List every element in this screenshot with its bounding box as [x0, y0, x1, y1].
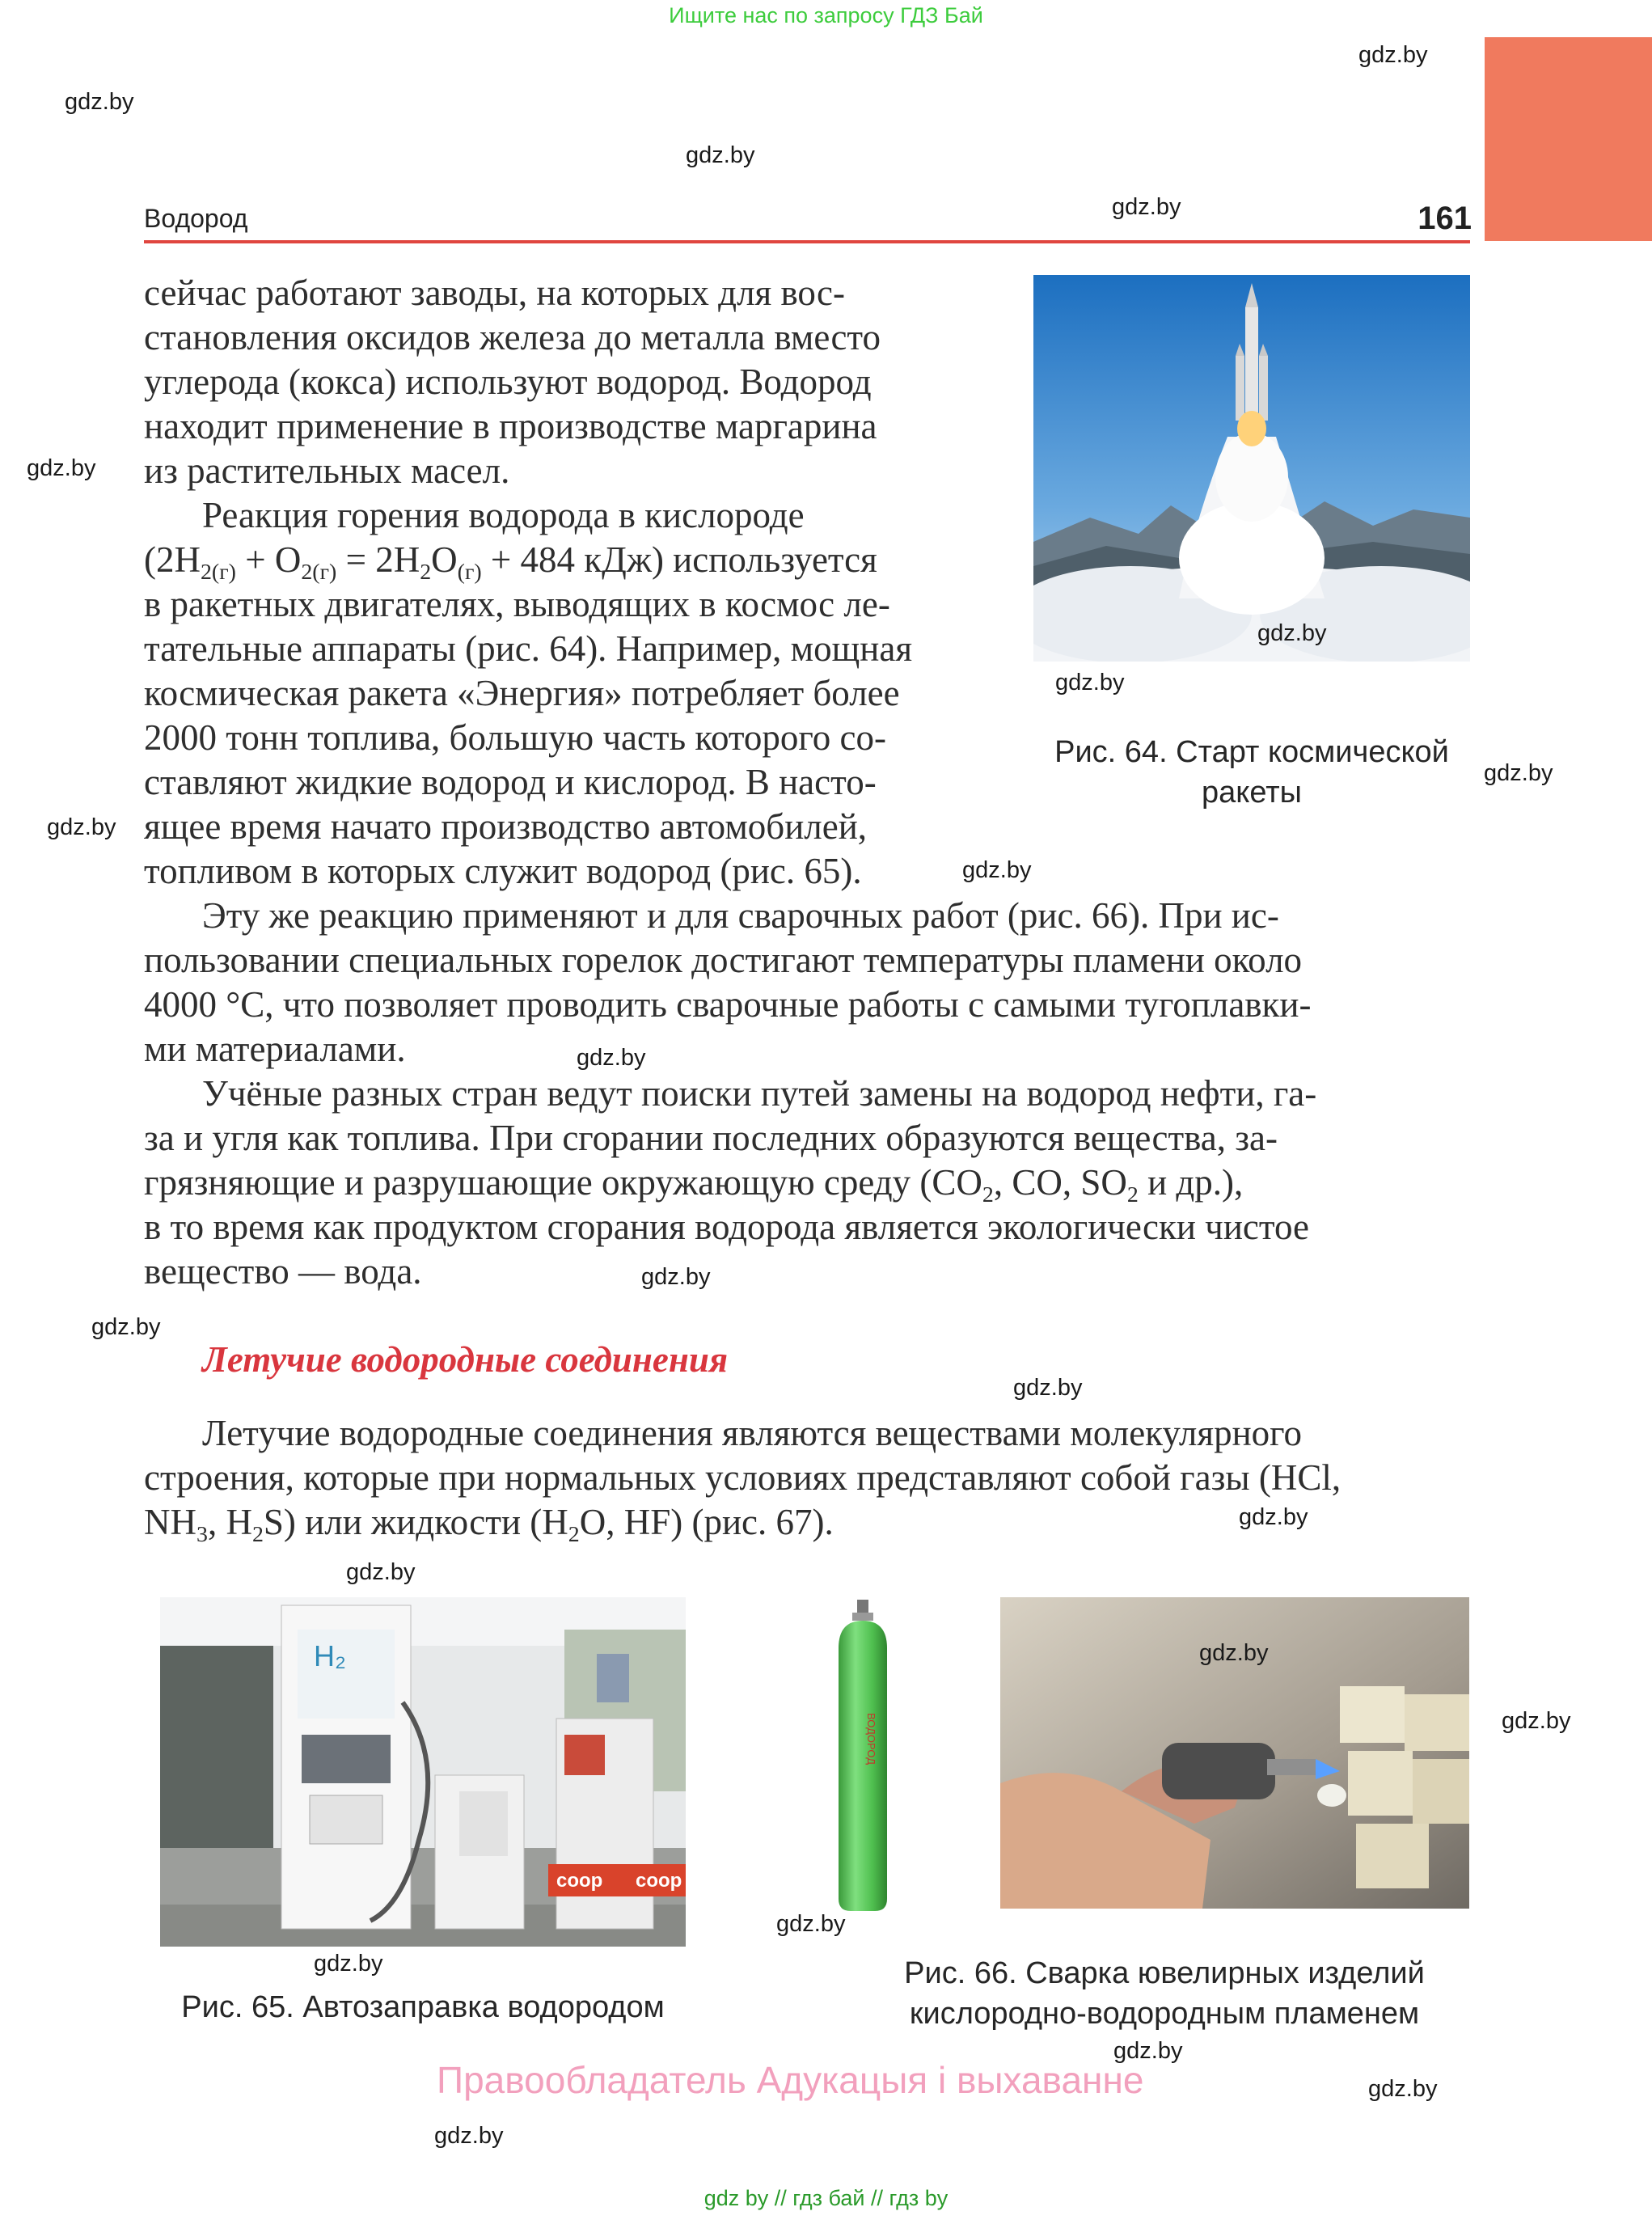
text-line: Реакция горения водорода в кислороде: [202, 495, 805, 535]
text-line: Учёные разных стран ведут поиски путей замены на водород нефти, га-: [202, 1073, 1317, 1114]
top-banner: Ищите нас по запросу ГДЗ Бай: [669, 3, 983, 27]
watermark: gdz.by: [577, 1045, 646, 1071]
watermark: gdz.by: [1013, 1375, 1083, 1401]
text-line: в то время как продуктом сгорания водорода является экологически чистое: [144, 1207, 1309, 1247]
watermark: gdz.by: [686, 142, 755, 168]
watermark: gdz.by: [1484, 760, 1553, 786]
watermark: gdz.by: [1199, 1640, 1269, 1666]
watermark: gdz.by: [91, 1314, 161, 1340]
watermark: gdz.by: [1358, 42, 1428, 68]
rocket-launch-photo: [1033, 275, 1470, 662]
text-line: в ракетных двигателях, выводящих в космос ле-: [144, 584, 890, 624]
footer-links[interactable]: gdz by // гдз бай // гдз by: [703, 2186, 949, 2210]
running-title: Водород: [144, 204, 248, 233]
watermark: gdz.by: [1113, 2038, 1183, 2064]
watermark: gdz.by: [47, 814, 116, 840]
figure-65-caption: Рис. 65. Автозаправка водородом: [181, 1990, 665, 2024]
text-line: ставляют жидкие водород и кислород. В насто-: [144, 762, 877, 802]
text-line: 4000 °С, что позволяет проводить сварочные работы с самыми тугоплавки-: [144, 984, 1312, 1025]
text-line: строения, которые при нормальных условиях представляют собой газы (HCl,: [144, 1457, 1341, 1498]
section-heading: Летучие водородные соединения: [202, 1339, 729, 1380]
text-line: топливом в которых служит водород (рис. 65).: [144, 851, 862, 891]
text-line: $NH_3$, $H_2S$) или жидкости ($H_2O$, HF) (рис. 67).: [144, 1502, 834, 1547]
coop-sign: coop: [556, 1870, 603, 1892]
text-line: вещество — вода.: [144, 1251, 422, 1292]
page-number: 161: [1418, 201, 1472, 236]
watermark: gdz.by: [641, 1264, 711, 1290]
watermark: gdz.by: [1055, 670, 1125, 696]
text-line: становления оксидов железа до металла вместо: [144, 317, 881, 357]
watermark: gdz.by: [314, 1951, 383, 1977]
text-line: пользовании специальных горелок достигают температуры пламени около: [144, 940, 1303, 980]
watermark: gdz.by: [434, 2123, 504, 2149]
cylinder-label: ВОДОРОД: [865, 1713, 877, 1765]
hydrogen-cylinder: [826, 1600, 899, 1915]
text-line: космическая ракета «Энергия» потребляет более: [144, 673, 900, 713]
equation-line: ($2H_{2(г)} + O_{2(г)} = 2H_2O_{(г)} + 484$ кДж) используется: [144, 539, 877, 585]
text-line: находит применение в производстве маргарина: [144, 406, 877, 446]
text-line: из растительных масел.: [144, 450, 510, 491]
text-line: грязняющие и разрушающие окружающую среду ($CO_2$, CO, $SO_2$ и др.),: [144, 1162, 1244, 1207]
text-line: сейчас работают заводы, на которых для вос-: [144, 273, 845, 313]
text-line: ящее время начато производство автомобилей,: [144, 806, 868, 847]
fuel-station-photo: [160, 1597, 686, 1947]
svg-text:H₂: H₂: [314, 1639, 346, 1672]
watermark: gdz.by: [776, 1911, 846, 1937]
text-line: за и угля как топлива. При сгорании последних образуются вещества, за-: [144, 1118, 1278, 1158]
watermark: gdz.by: [1112, 194, 1181, 220]
paragraph-narrow: [144, 271, 985, 894]
watermark: gdz.by: [1502, 1708, 1571, 1734]
watermark: gdz.by: [27, 455, 96, 481]
paragraph-wide: [144, 894, 1470, 1294]
text-line: Эту же реакцию применяют и для сварочных работ (рис. 66). При ис-: [202, 895, 1279, 936]
text-line: ми материалами.: [144, 1029, 406, 1069]
figure-66-caption: Рис. 66. Сварка ювелирных изделий кислородно-водородным пламенем: [904, 1956, 1425, 2031]
coop-sign: coop: [636, 1870, 682, 1892]
watermark: gdz.by: [346, 1559, 416, 1585]
watermark: gdz.by: [1368, 2076, 1438, 2102]
text-line: углерода (кокса) используют водород. Водород: [144, 362, 872, 402]
text-line: тательные аппараты (рис. 64). Например, мощная: [144, 628, 913, 669]
figure-64-caption: Рис. 64. Старт космической ракеты: [1054, 735, 1449, 810]
text-line: 2000 тонн топлива, большую часть которого со-: [144, 717, 886, 758]
text-line: Летучие водородные соединения являются веществами молекулярного: [202, 1413, 1302, 1453]
header-rule: [144, 240, 1470, 243]
corner-tab: [1485, 37, 1652, 241]
copyright-notice: Правообладатель Адукацыя і выхаванне: [437, 2059, 1144, 2101]
watermark: gdz.by: [962, 857, 1032, 883]
watermark: gdz.by: [65, 89, 134, 115]
watermark: gdz.by: [1257, 620, 1327, 646]
watermark: gdz.by: [1239, 1504, 1308, 1530]
